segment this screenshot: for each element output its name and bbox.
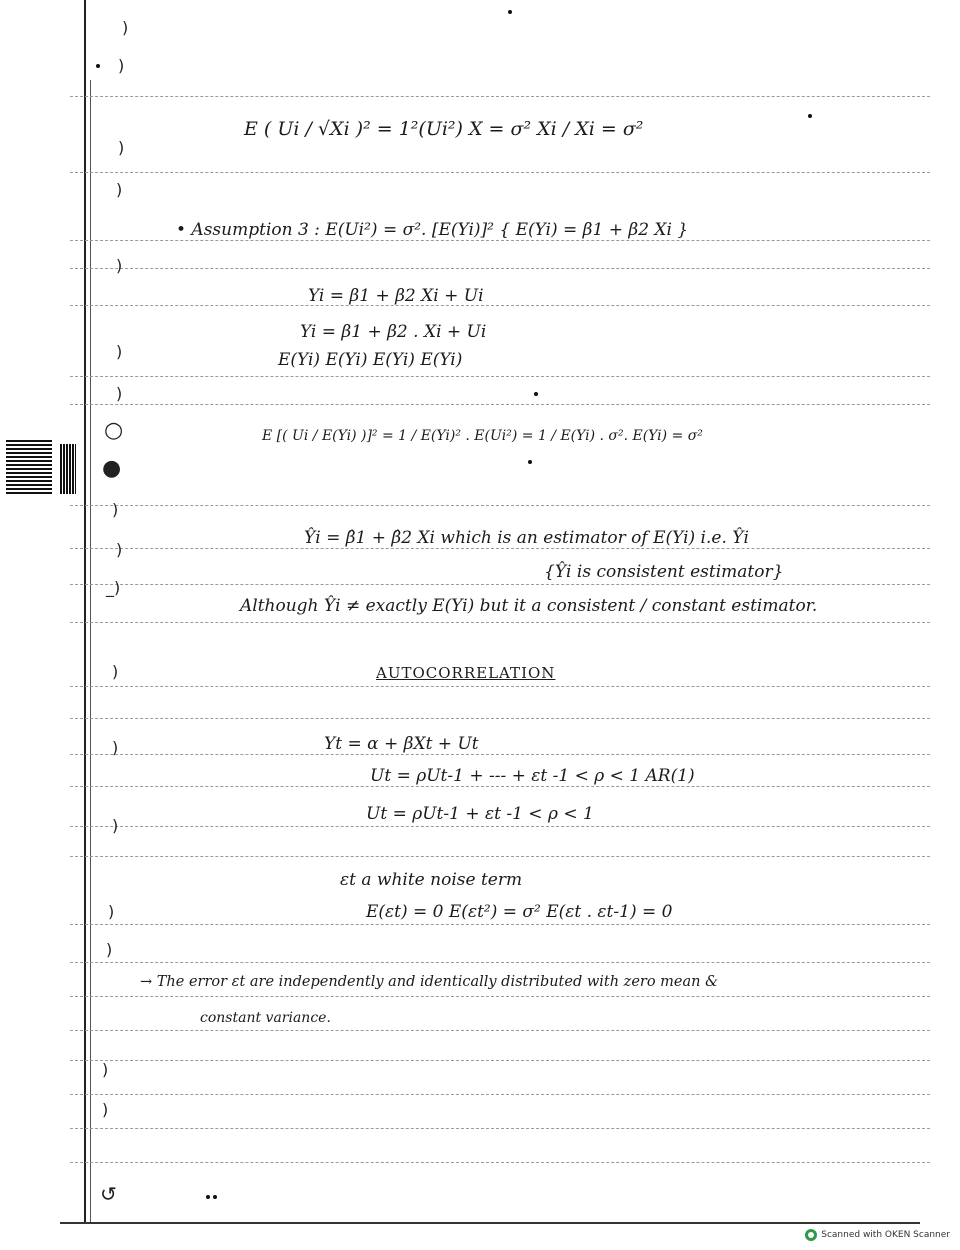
ruled-line	[70, 1094, 930, 1095]
ruled-line	[70, 686, 930, 687]
ruled-line	[70, 718, 930, 719]
ruled-line	[70, 1162, 930, 1163]
margin-tick: )	[108, 902, 115, 921]
although-line: Although Ŷi ≠ exactly E(Yi) but it a consistent / constant estimator.	[240, 596, 818, 616]
margin-tick: )	[118, 56, 125, 75]
margin-tick: )	[102, 1100, 109, 1119]
ruled-line	[70, 924, 930, 925]
scanner-text: Scanned with OKEN Scanner	[821, 1230, 950, 1240]
speck	[213, 1195, 217, 1199]
margin-tick: )	[116, 342, 123, 361]
iid-statement: → The error εt are independently and identically distributed with zero mean &	[140, 974, 719, 990]
section-heading: AUTOCORRELATION	[376, 664, 556, 682]
ruled-line	[70, 856, 930, 857]
equation-model: Yi = β1 + β2 Xi + Ui	[308, 286, 484, 306]
ruled-line	[70, 96, 930, 97]
ruled-line	[70, 754, 930, 755]
scanner-logo-icon	[805, 1229, 817, 1241]
margin-tick: ↺	[100, 1182, 117, 1206]
white-noise-line: εt a white noise term	[340, 870, 523, 890]
margin-tick: _)	[106, 578, 121, 597]
estimator-line: Ŷi = β̂1 + β̂2 Xi which is an estimator of E(Yi) i.e. Ŷi	[304, 528, 749, 548]
page-bottom-edge	[60, 1222, 920, 1224]
ruled-line	[70, 305, 930, 306]
ruled-line	[70, 786, 930, 787]
ruled-line	[70, 1030, 930, 1031]
speck	[96, 64, 100, 68]
ruled-line	[70, 376, 930, 377]
ruled-line	[70, 1060, 930, 1061]
equation-line-1: E ( Ui / √Xi )² = 1²(Ui²) X = σ² Xi / Xi = σ²	[244, 118, 644, 140]
ruled-line	[70, 826, 930, 827]
ruled-line	[70, 548, 930, 549]
margin-tick: )	[116, 256, 123, 275]
speck	[206, 1195, 210, 1199]
scan-edge-artifact-2	[60, 444, 76, 494]
ruled-line	[70, 404, 930, 405]
ruled-line	[70, 622, 930, 623]
speck	[508, 10, 512, 14]
equation-variance: E [( Ui / E(Yi) )]² = 1 / E(Yi)² . E(Ui²) = 1 / E(Yi) . σ². E(Yi) = σ²	[262, 428, 703, 444]
iid-statement-cont: constant variance.	[200, 1010, 331, 1026]
margin-tick: )	[122, 18, 129, 37]
margin-tick: )	[112, 738, 119, 757]
speck	[528, 460, 532, 464]
speck	[808, 114, 812, 118]
ar1-equation: Ut = ρUt-1 + --- + εt -1 < ρ < 1 AR(1)	[370, 766, 695, 786]
punch-hole-mark: ●	[102, 456, 122, 481]
ar1-equation-2: Ut = ρUt-1 + εt -1 < ρ < 1	[366, 804, 594, 824]
margin-tick: )	[112, 816, 119, 835]
ruled-line	[70, 996, 930, 997]
ruled-line	[70, 1128, 930, 1129]
margin-tick: )	[112, 500, 119, 519]
margin-tick: )	[116, 180, 123, 199]
equation-divided-top: Yi = β1 + β2 . Xi + Ui	[300, 322, 487, 342]
ruled-line	[70, 240, 930, 241]
margin-tick: )	[112, 662, 119, 681]
punch-hole-mark: ○	[104, 418, 124, 443]
ruled-line	[70, 962, 930, 963]
ruled-line	[70, 172, 930, 173]
ruled-line	[70, 268, 930, 269]
scan-edge-artifact	[6, 440, 52, 496]
scanner-watermark	[805, 1229, 950, 1241]
margin-tick: )	[116, 540, 123, 559]
speck	[534, 392, 538, 396]
expectation-line: E(εt) = 0 E(εt²) = σ² E(εt . εt-1) = 0	[366, 902, 673, 922]
margin-line	[84, 0, 86, 1222]
consistent-note: {Ŷi is consistent estimator}	[544, 562, 784, 582]
assumption-3-line: • Assumption 3 : E(Ui²) = σ². [E(Yi)]² { E(Yi) = β1 + β2 Xi }	[176, 220, 689, 240]
margin-line-inner	[90, 80, 91, 1222]
margin-tick: )	[118, 138, 125, 157]
margin-tick: )	[116, 384, 123, 403]
ruled-line	[70, 584, 930, 585]
regression-equation: Yt = α + βXt + Ut	[324, 734, 479, 754]
ruled-line	[70, 505, 930, 506]
equation-divided-bottom: E(Yi) E(Yi) E(Yi) E(Yi)	[278, 350, 463, 370]
margin-tick: )	[102, 1060, 109, 1079]
margin-tick: )	[106, 940, 113, 959]
